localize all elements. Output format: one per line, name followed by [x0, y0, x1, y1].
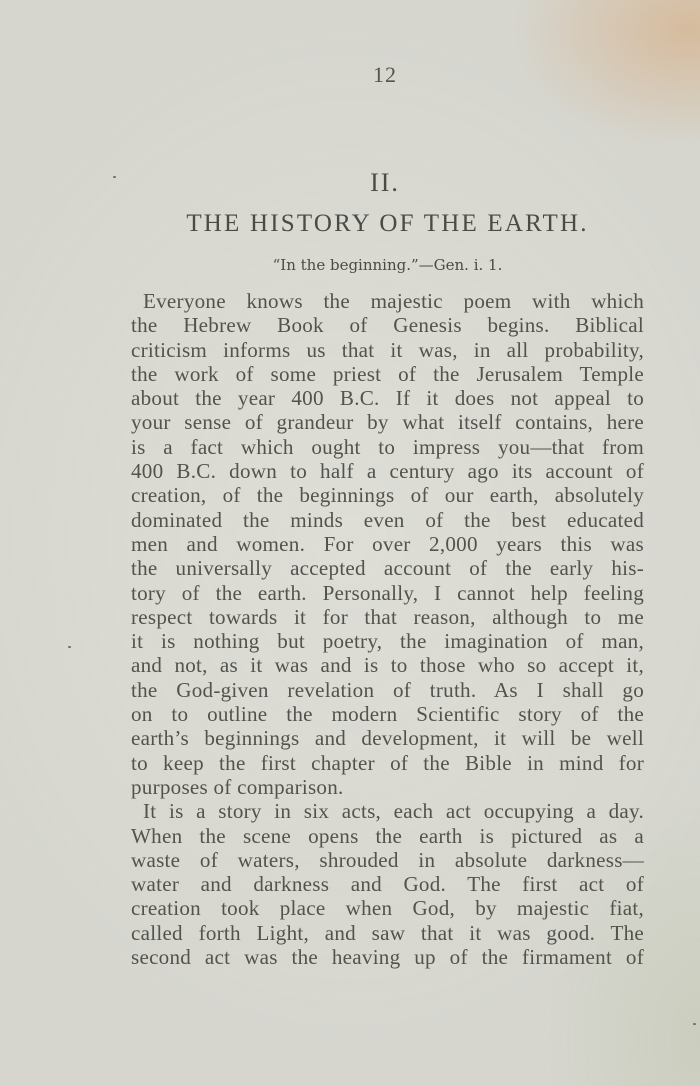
- text-line: called forth Light, and saw that it was good. The: [131, 920, 644, 945]
- page-number: 12: [373, 62, 397, 87]
- text-line: tory of the earth. Personally, I cannot help feeling: [131, 580, 644, 605]
- text-line: it is nothing but poetry, the imagination of man,: [131, 629, 644, 654]
- text-line: criticism informs us that it was, in all probability,: [131, 337, 644, 362]
- text-line: your sense of grandeur by what itself contains, here: [131, 410, 644, 435]
- paper-speck: [693, 1023, 696, 1025]
- text-line: is a fact which ought to impress you—that from: [131, 434, 644, 459]
- text-line: creation took place when God, by majestic fiat,: [131, 896, 644, 921]
- text-line: waste of waters, shrouded in absolute darkness—: [131, 847, 644, 872]
- paragraph-1: [131, 289, 644, 799]
- text-line: the work of some priest of the Jerusalem Temple: [131, 361, 644, 386]
- text-line: It is a story in six acts, each act occupying a day.: [143, 799, 644, 824]
- text-line: Everyone knows the majestic poem with which: [143, 289, 644, 313]
- text-line: about the year 400 B.C. If it does not appeal to: [131, 386, 644, 411]
- paragraph-2: [131, 799, 644, 969]
- text-line: earth’s beginnings and development, it will be well: [131, 726, 644, 751]
- chapter-title: THE HISTORY OF THE EARTH.: [186, 210, 589, 237]
- epigraph: “In the beginning.”—Gen. i. 1.: [272, 256, 503, 274]
- text-line: and not, as it was and is to those who so accept it,: [131, 653, 644, 678]
- paper-speck: [113, 176, 116, 178]
- text-line: 400 B.C. down to half a century ago its account of: [131, 459, 644, 484]
- text-line: the universally accepted account of the early his-: [131, 556, 644, 581]
- text-line: water and darkness and God. The first act of: [131, 872, 644, 897]
- text-line: second act was the heaving up of the firmament of: [131, 945, 644, 970]
- text-line: the God-given revelation of truth. As I shall go: [131, 677, 644, 702]
- text-line: When the scene opens the earth is pictured as a: [131, 823, 644, 848]
- chapter-numeral: II.: [370, 168, 400, 197]
- text-line: purposes of comparison.: [131, 774, 344, 799]
- paper-speck: [68, 646, 71, 648]
- text-line: to keep the first chapter of the Bible in mind for: [131, 750, 644, 775]
- text-line: creation, of the beginnings of our earth, absolutely: [131, 483, 644, 508]
- text-line: men and women. For over 2,000 years this was: [131, 531, 644, 556]
- text-line: dominated the minds even of the best educated: [131, 507, 644, 532]
- body-text: [131, 289, 644, 969]
- text-line: respect towards it for that reason, although to me: [131, 604, 644, 629]
- text-line: the Hebrew Book of Genesis begins. Biblical: [131, 313, 644, 338]
- text-line: on to outline the modern Scientific story of the: [131, 702, 644, 727]
